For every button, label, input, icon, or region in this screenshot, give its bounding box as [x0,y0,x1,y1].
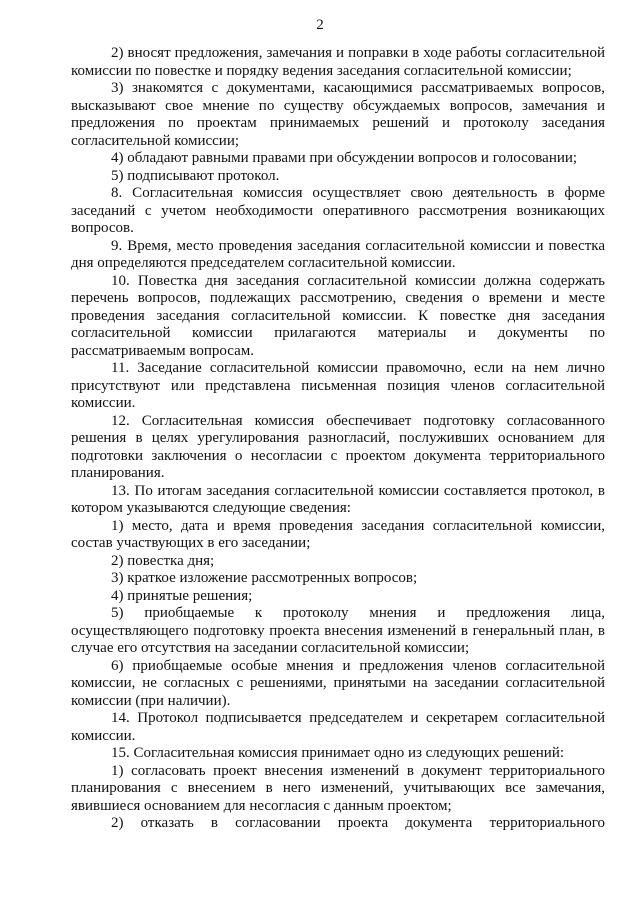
document-body [71,45,605,833]
paragraph: 15. Согласительная комиссия принимает одно из следующих решений: [111,745,565,761]
paragraph: 13. По итогам заседания согласительной комиссии составляется протокол, в котором указываются следующие сведения: [71,482,605,516]
paragraph: 12. Согласительная комиссия обеспечивает подготовку согласованного решения в целях урегулирования разногласий, послуживших основанием для подготовки заключения о несогласии с проектом документа территориального планирования. [71,412,605,481]
paragraph: 14. Протокол подписывается председателем и секретарем согласительной комиссии. [71,710,605,744]
paragraph: 4) обладают равными правами при обсуждении вопросов и голосовании; [111,150,578,166]
paragraph: 2) отказать в согласовании проекта документа территориального [111,815,605,831]
paragraph: 5) приобщаемые к протоколу мнения и предложения лица, осуществляющего подготовку проекта внесения изменений в генеральный план, в случае его отсутствия на заседании согласительной комиссии; [71,605,605,656]
paragraph: 1) согласовать проект внесения изменений в документ территориального планирования с внесением в него изменений, учитывающих все замечания, явившиеся основанием для несогласия с данным проектом; [71,762,605,814]
paragraph: 1) место, дата и время проведения заседания согласительной комиссии, состав участвующих в его заседании; [71,517,605,551]
paragraph: 6) приобщаемые особые мнения и предложения членов согласительной комиссии, не согласных с решениями, принятыми на заседании согласительной комиссии (при наличии). [71,657,605,709]
paragraph: 3) знакомятся с документами, касающимися рассматриваемых вопросов, высказывают свое мнение по существу обсуждаемых вопросов, замечания и предложения по проектам принимаемых решений и протоколу заседания согласительной комиссии; [71,80,605,149]
paragraph: 2) повестка дня; [111,552,215,569]
paragraph: 4) принятые решения; [111,587,253,604]
paragraph: 11. Заседание согласительной комиссии правомочно, если на нем лично присутствуют или представлена письменная позиция членов согласительной комиссии. [71,360,605,411]
paragraph: 10. Повестка дня заседания согласительной комиссии должна содержать перечень вопросов, подлежащих рассмотрению, сведения о времени и месте проведения заседания согласительной комиссии. К повестке дня заседания согласительной комиссии прилагаются материалы и документы по рассматриваемым вопросам. [71,272,605,359]
paragraph: 9. Время, место проведения заседания согласительной комиссии и повестка дня определяются председателем согласительной комиссии. [71,237,605,271]
paragraph: 2) вносят предложения, замечания и поправки в ходе работы согласительной комиссии по повестке и порядку ведения заседания согласительной комиссии; [71,45,605,79]
paragraph: 5) подписывают протокол. [111,167,280,184]
page-number: 2 [316,17,324,33]
paragraph: 8. Согласительная комиссия осуществляет свою деятельность в форме заседаний с учетом необходимости оперативного рассмотрения возникающих вопросов. [71,185,605,236]
paragraph: 3) краткое изложение рассмотренных вопросов; [111,570,418,586]
